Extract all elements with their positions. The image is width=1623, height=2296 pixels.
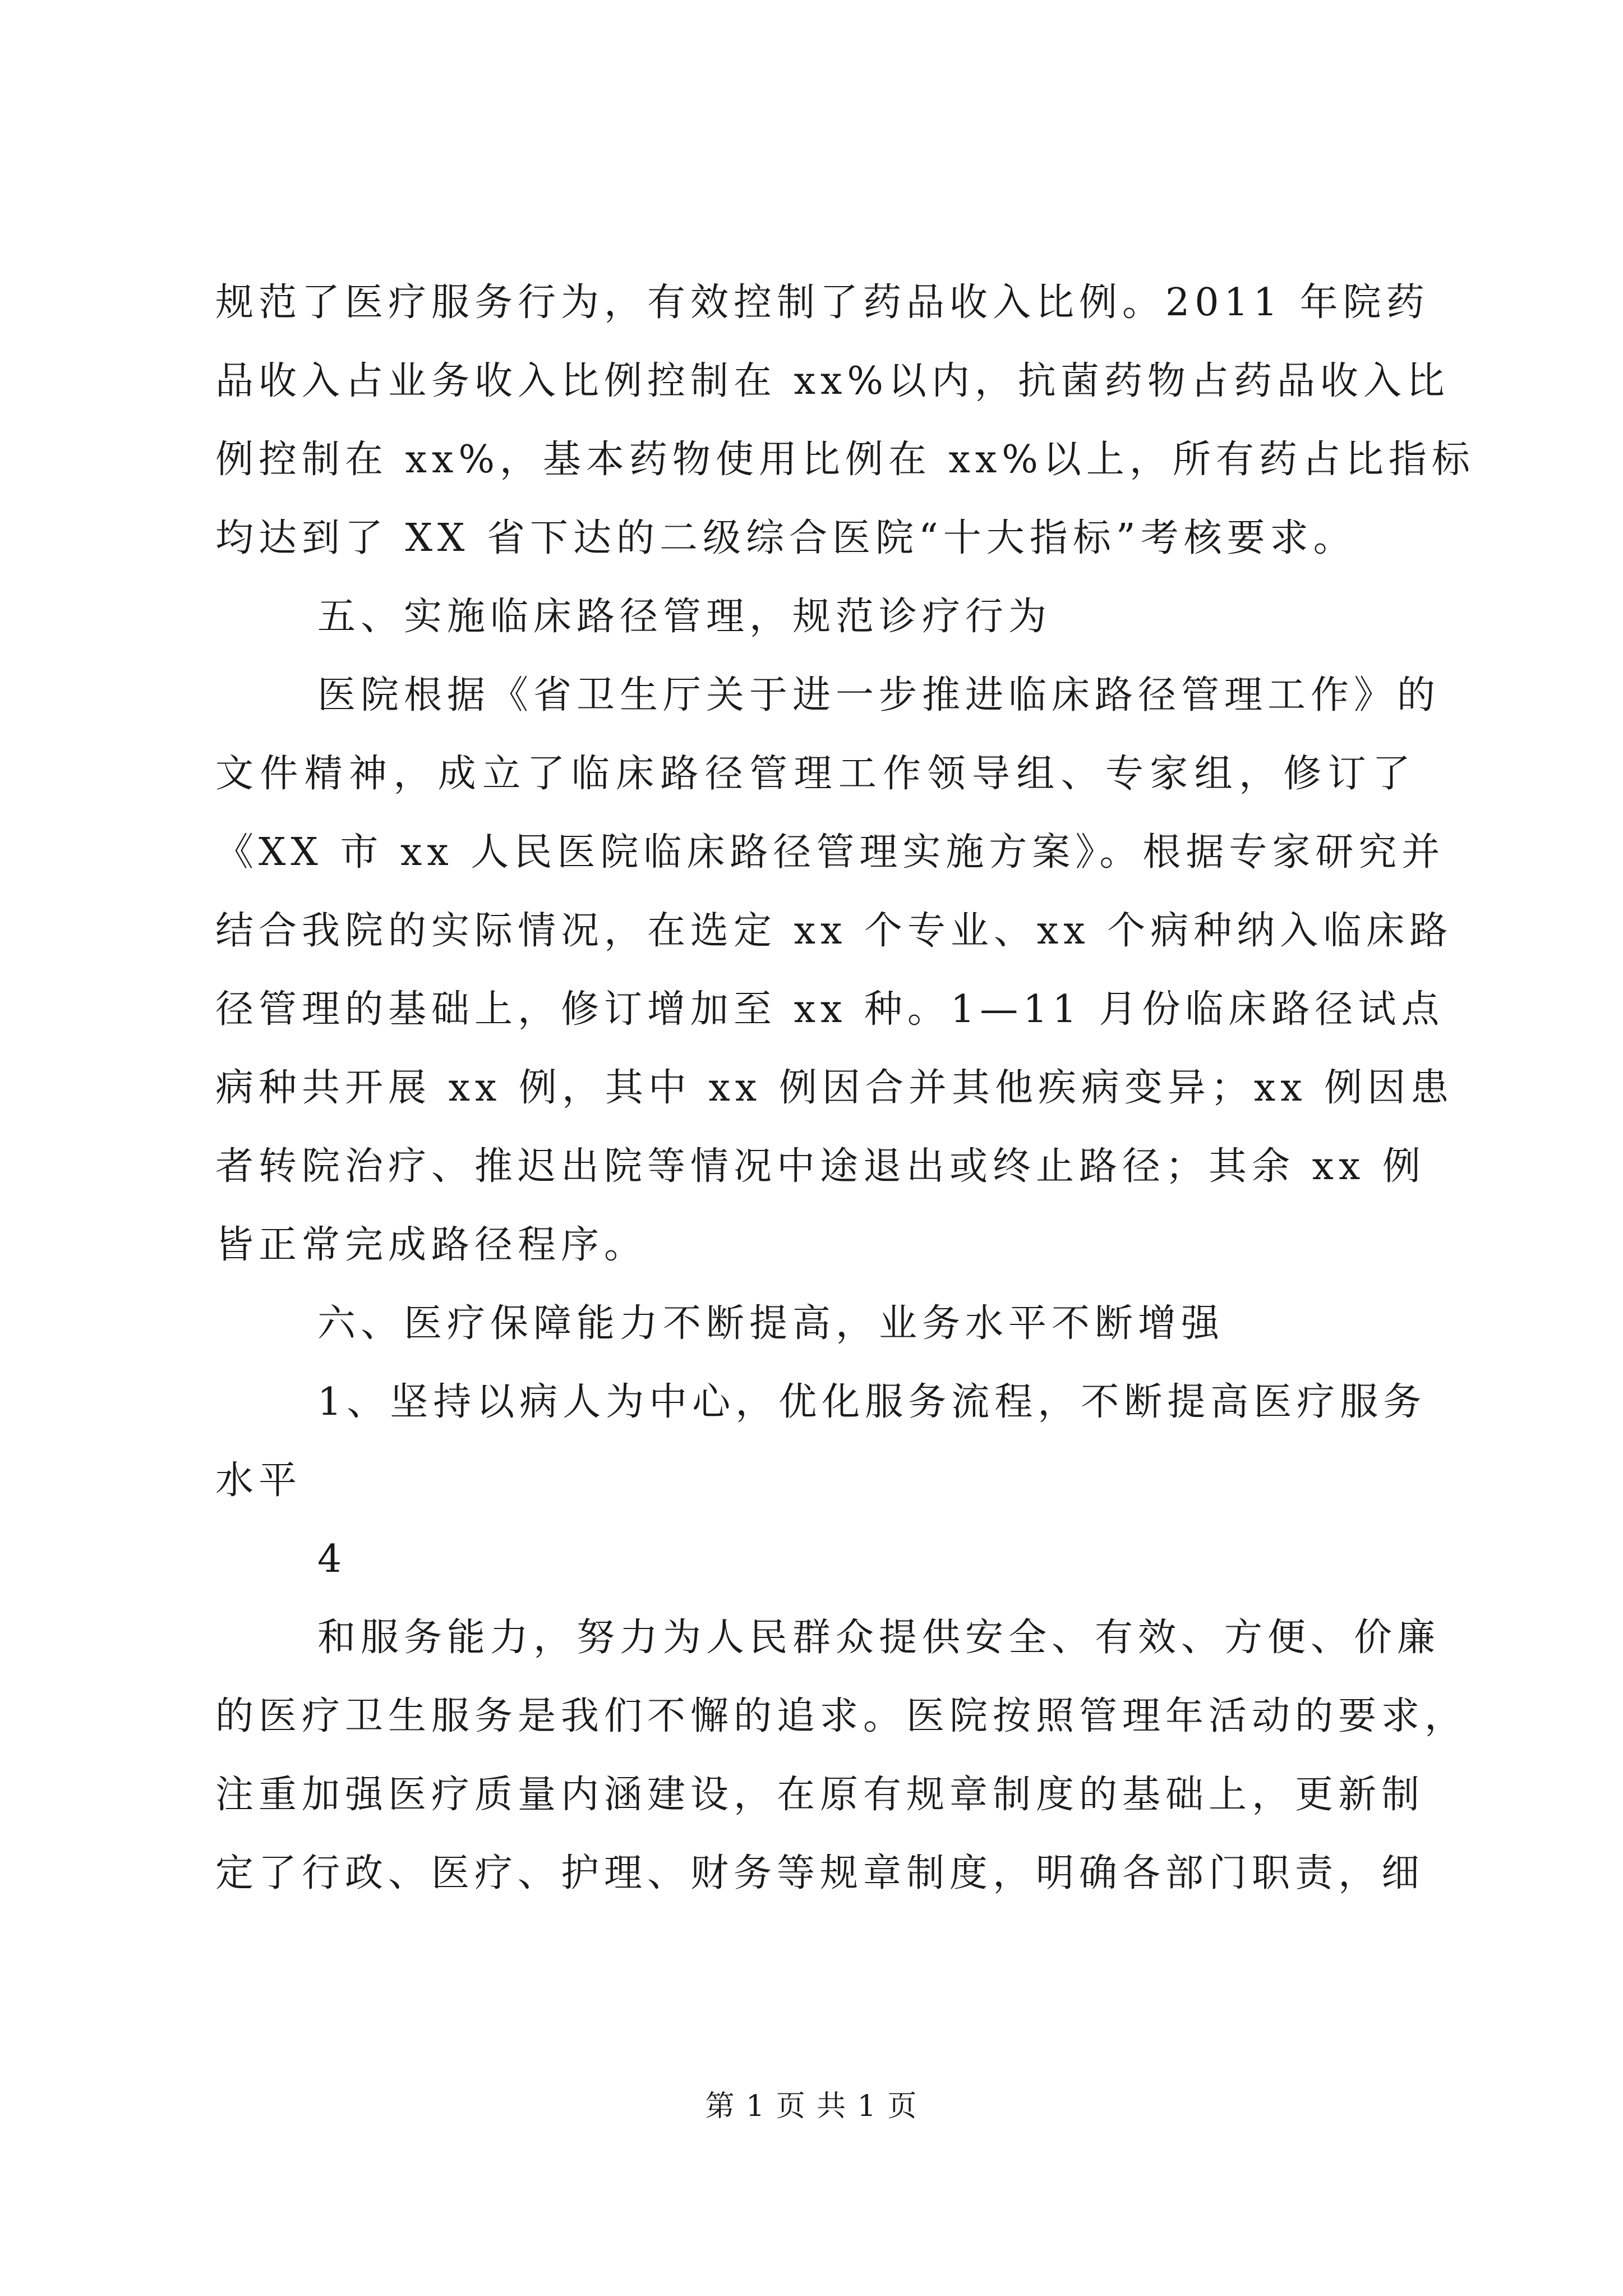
- body-line-4: 均达到了 XX 省下达的二级综合医院“十大指标”考核要求。: [215, 516, 1357, 560]
- body-line-13: 皆正常完成路径程序。: [215, 1223, 648, 1267]
- body-line-11: 病种共开展 xx 例，其中 xx 例因合并其他疾病变异；xx 例因患: [215, 1066, 1454, 1110]
- body-line-9: 结合我院的实际情况，在选定 xx 个专业、xx 个病种纳入临床路: [215, 909, 1453, 953]
- page-footer: 第 1 页 共 1 页: [705, 2090, 918, 2123]
- page-marker: 4: [317, 1537, 347, 1581]
- body-line-3: 例控制在 xx%，基本药物使用比例在 xx%以上，所有药占比指标: [215, 438, 1475, 482]
- subheading-1-cont: 水平: [215, 1458, 302, 1503]
- body-line-18: 和服务能力，努力为人民群众提供安全、有效、方便、价廉: [317, 1616, 1441, 1660]
- body-line-2: 品收入占业务收入比例控制在 xx%以内，抗菌药物占药品收入比: [215, 359, 1450, 403]
- body-line-6: 医院根据《省卫生厅关于进一步推进临床路径管理工作》的: [317, 673, 1441, 717]
- subheading-1: 1、坚持以病人为中心，优化服务流程，不断提高医疗服务: [317, 1380, 1427, 1424]
- section-heading-6: 六、医疗保障能力不断提高，业务水平不断增强: [317, 1301, 1225, 1346]
- document-body: [215, 264, 1475, 1913]
- body-line-7: 文件精神，成立了临床路径管理工作领导组、专家组，修订了: [215, 752, 1415, 796]
- body-line-8: 《XX 市 xx 人民医院临床路径管理实施方案》。根据专家研究并: [215, 830, 1445, 875]
- body-line-1: 规范了医疗服务行为，有效控制了药品收入比例。2011 年院药: [215, 280, 1430, 325]
- body-line-12: 者转院治疗、推迟出院等情况中途退出或终止路径；其余 xx 例: [215, 1144, 1426, 1189]
- body-line-20: 注重加强医疗质量内涵建设，在原有规章制度的基础上，更新制: [215, 1773, 1425, 1817]
- section-heading-5: 五、实施临床路径管理，规范诊疗行为: [317, 595, 1052, 639]
- body-line-10: 径管理的基础上，修订增加至 xx 种。1—11 月份临床路径试点: [215, 987, 1445, 1032]
- body-line-19: 的医疗卫生服务是我们不懈的追求。医院按照管理年活动的要求，: [215, 1694, 1468, 1738]
- body-line-21: 定了行政、医疗、护理、财务等规章制度，明确各部门职责，细: [215, 1851, 1425, 1895]
